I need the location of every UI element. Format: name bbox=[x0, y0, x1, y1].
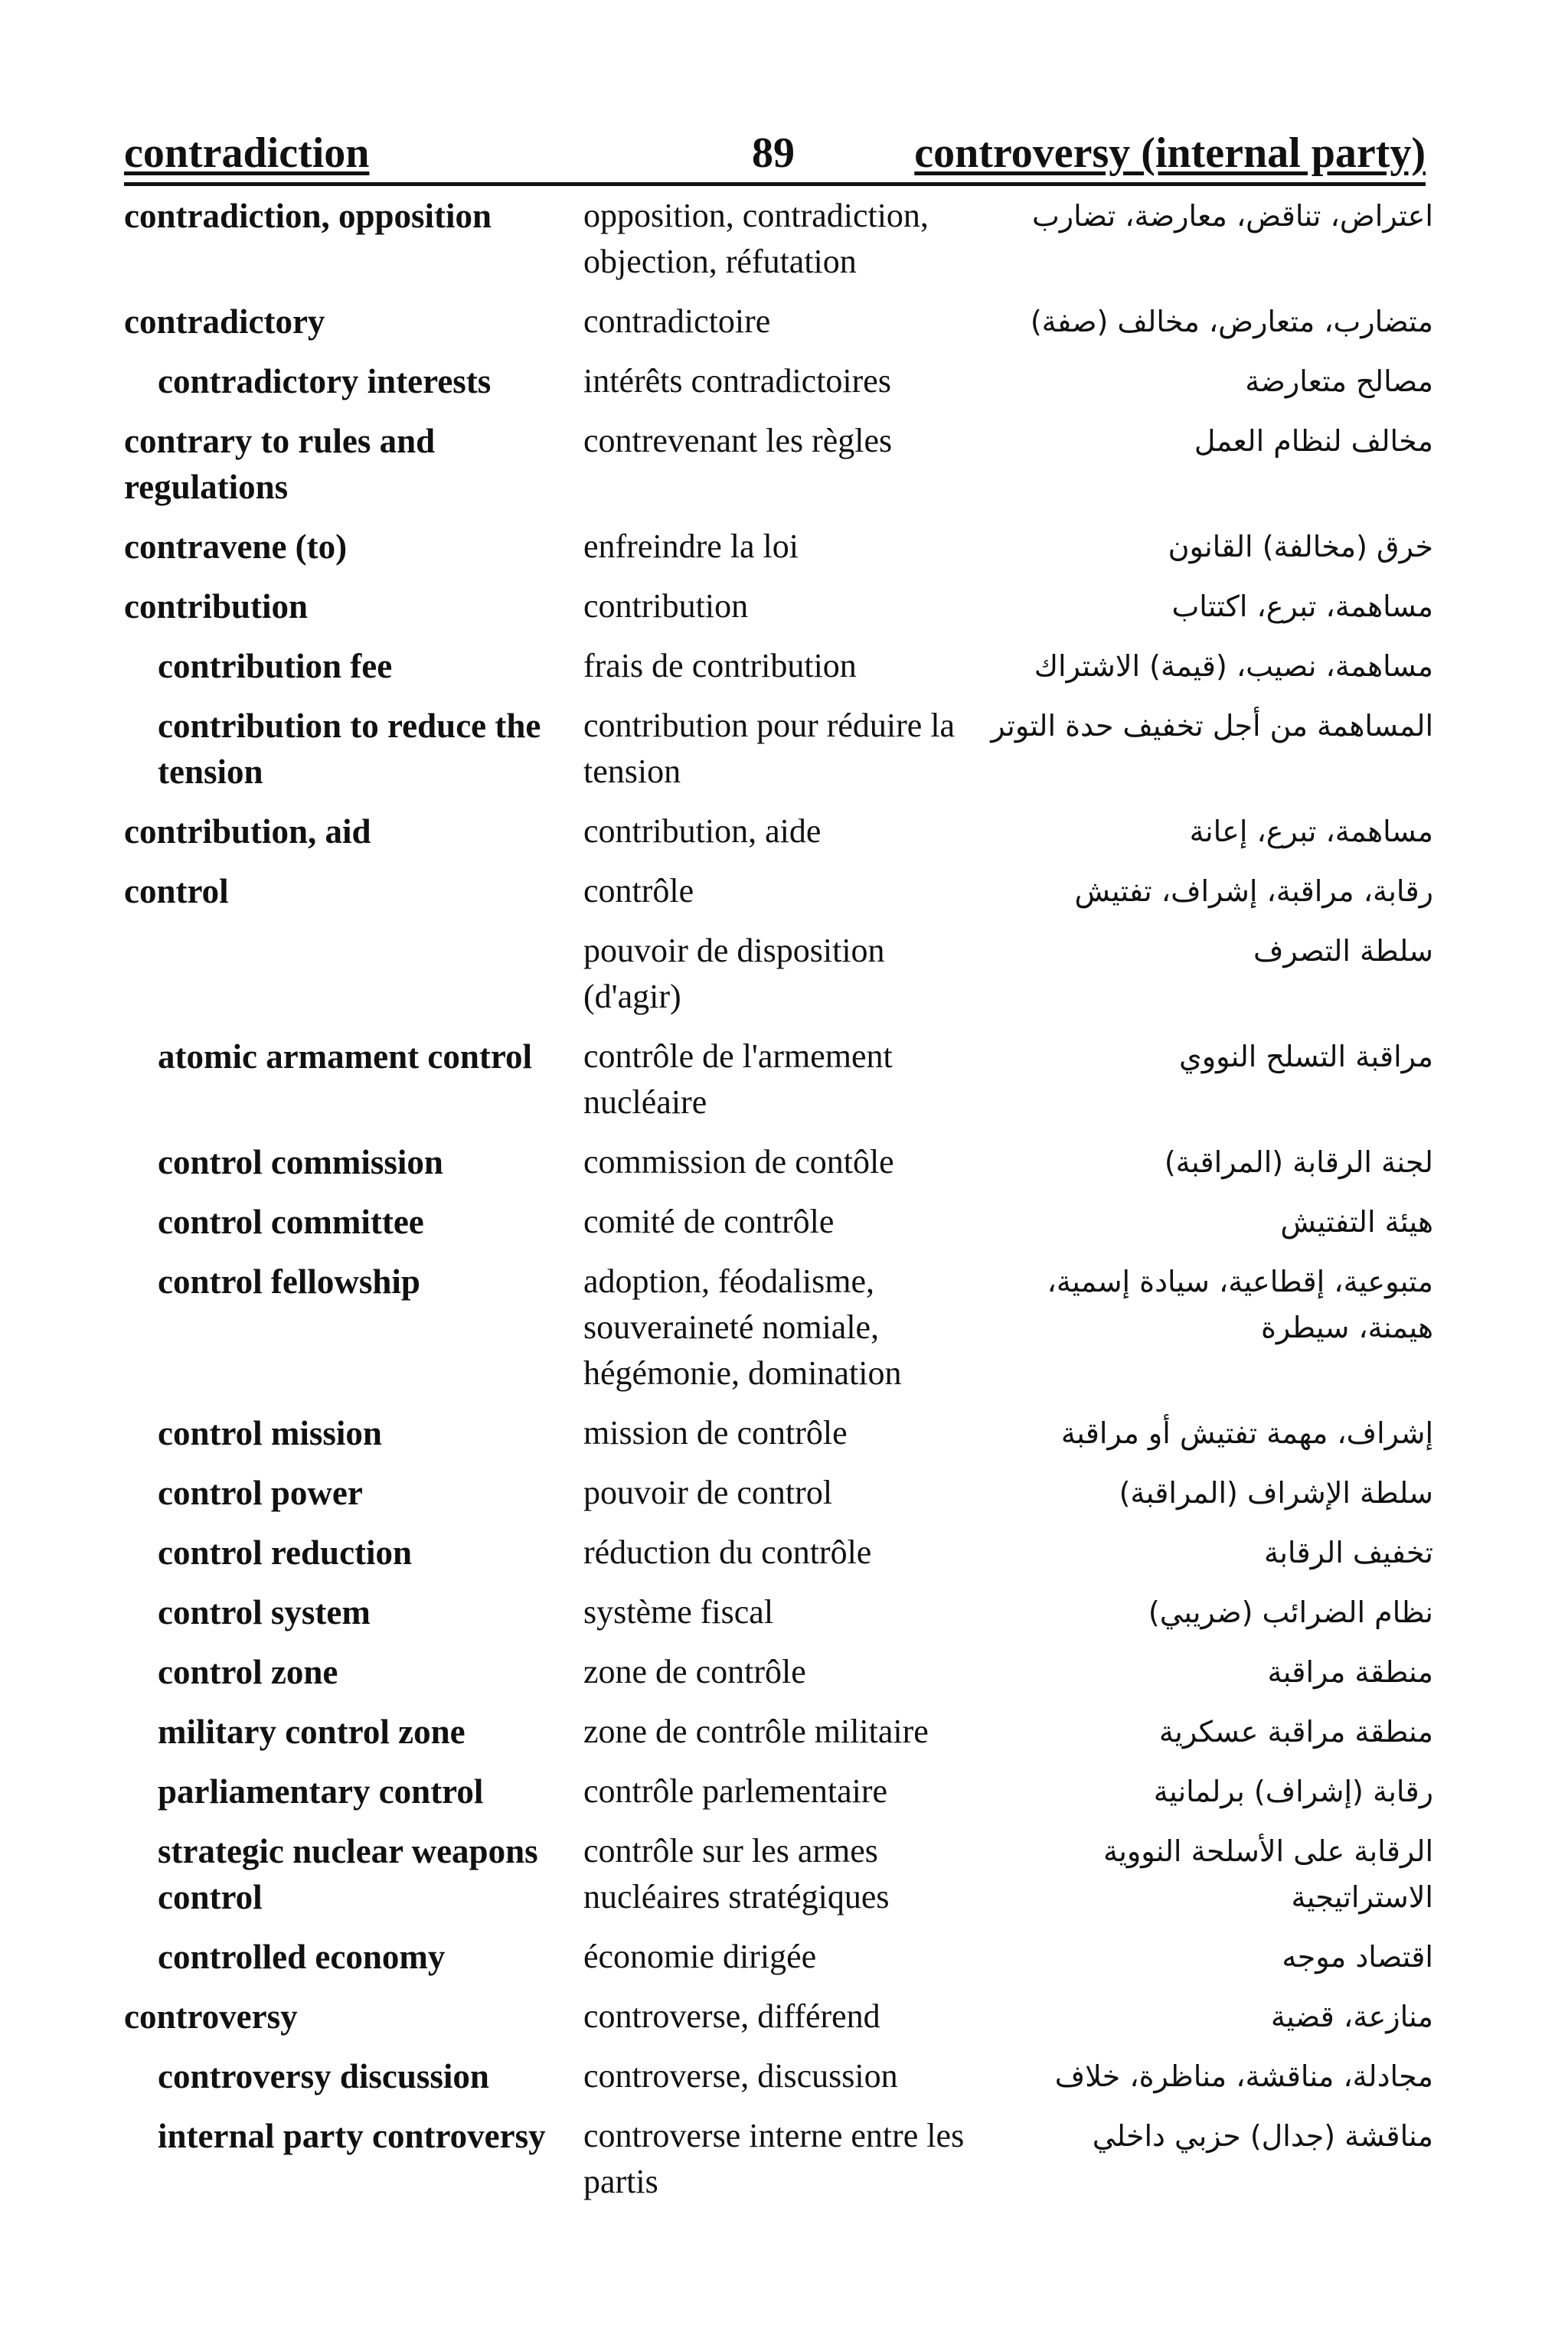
arabic-term: منطقة مراقبة bbox=[1267, 1655, 1433, 1689]
english-term: contribution fee bbox=[158, 647, 393, 685]
french-term: controverse, discussion bbox=[583, 2057, 898, 2095]
entry-row bbox=[124, 703, 1441, 795]
french-term: commission de contôle bbox=[583, 1143, 894, 1181]
english-term: control zone bbox=[158, 1653, 338, 1691]
arabic-term: مراقبة التسلح النووي bbox=[1179, 1040, 1433, 1073]
arabic-term: تخفيف الرقابة bbox=[1263, 1536, 1433, 1569]
english-term: military control zone bbox=[158, 1713, 466, 1751]
french-term: contrôle sur les armes nucléaires stratégiques bbox=[583, 1832, 890, 1916]
entry-row bbox=[124, 1410, 1441, 1456]
arabic-term: متضارب، متعارض، مخالف (صفة) bbox=[1030, 305, 1433, 338]
arabic-term: سلطة التصرف bbox=[1253, 934, 1433, 968]
entry-row bbox=[124, 1470, 1441, 1516]
french-term: contrôle parlementaire bbox=[583, 1772, 888, 1810]
entry-row bbox=[124, 1994, 1441, 2040]
arabic-term: مصالح متعارضة bbox=[1245, 364, 1433, 398]
page-number: 89 bbox=[752, 129, 795, 177]
header-last-entry: controversy (internal party) bbox=[914, 129, 1426, 177]
entry-row bbox=[124, 1769, 1441, 1814]
arabic-term: خرق (مخالفة) القانون bbox=[1168, 530, 1433, 563]
arabic-term: مساهمة، تبرع، إعانة bbox=[1189, 815, 1433, 848]
french-term: contribution, aide bbox=[583, 812, 822, 850]
french-term: pouvoir de disposition (d'agir) bbox=[583, 932, 885, 1015]
french-term: contrevenant les règles bbox=[583, 422, 893, 459]
entry-row bbox=[124, 1259, 1441, 1396]
french-term: pouvoir de control bbox=[583, 1474, 833, 1511]
entry-row bbox=[124, 1139, 1441, 1185]
english-term: control system bbox=[158, 1593, 371, 1631]
entry-row bbox=[124, 1934, 1441, 1980]
english-term: controversy discussion bbox=[158, 2057, 489, 2095]
entry-row bbox=[124, 1828, 1441, 1920]
french-term: controverse, différend bbox=[583, 1997, 880, 2035]
arabic-term: منطقة مراقبة عسكرية bbox=[1158, 1715, 1433, 1749]
arabic-term: اعتراض، تناقض، معارضة، تضارب bbox=[1031, 199, 1433, 233]
english-term: contribution to reduce the tension bbox=[158, 707, 541, 791]
french-term: mission de contrôle bbox=[583, 1414, 848, 1452]
arabic-term: رقابة (إشراف) برلمانية bbox=[1153, 1775, 1433, 1808]
entry-row bbox=[124, 928, 1441, 1020]
entry-row bbox=[124, 1709, 1441, 1755]
arabic-term: لجنة الرقابة (المراقبة) bbox=[1164, 1145, 1433, 1179]
arabic-term: مجادلة، مناقشة، مناظرة، خلاف bbox=[1054, 2059, 1433, 2093]
english-term: contrary to rules and regulations bbox=[124, 422, 436, 506]
french-term: frais de contribution bbox=[583, 647, 857, 684]
french-term: opposition, contradiction, objection, réfutation bbox=[583, 197, 929, 280]
entry-row bbox=[124, 2113, 1441, 2205]
french-term: zone de contrôle militaire bbox=[583, 1713, 929, 1750]
english-term: control fellowship bbox=[158, 1262, 420, 1301]
french-term: réduction du contrôle bbox=[583, 1533, 872, 1571]
entry-row bbox=[124, 418, 1441, 510]
arabic-term: هيئة التفتيش bbox=[1280, 1205, 1433, 1239]
entry-row bbox=[124, 193, 1441, 285]
french-term: contribution bbox=[583, 587, 749, 625]
english-term: atomic armament control bbox=[158, 1037, 533, 1076]
arabic-term: مناقشة (جدال) حزبي داخلي bbox=[1092, 2119, 1433, 2153]
arabic-term: مساهمة، نصيب، (قيمة) الاشتراك bbox=[1034, 649, 1433, 683]
arabic-term: مساهمة، تبرع، اكتتاب bbox=[1171, 590, 1433, 623]
arabic-term: سلطة الإشراف (المراقبة) bbox=[1119, 1476, 1433, 1510]
french-term: adoption, féodalisme, souveraineté nomiale, hégémonie, domination bbox=[583, 1262, 902, 1392]
english-term: parliamentary control bbox=[158, 1772, 484, 1811]
entry-row bbox=[124, 2053, 1441, 2099]
english-term: control committee bbox=[158, 1203, 424, 1241]
french-term: contribution pour réduire la tension bbox=[583, 707, 956, 790]
french-term: système fiscal bbox=[583, 1593, 774, 1631]
entry-row bbox=[124, 868, 1441, 914]
english-term: controversy bbox=[124, 1997, 298, 2036]
french-term: controverse interne entre les partis bbox=[583, 2117, 965, 2200]
english-term: controlled economy bbox=[158, 1938, 446, 1976]
entry-row bbox=[124, 583, 1441, 629]
entry-row bbox=[124, 643, 1441, 689]
english-term: control reduction bbox=[158, 1533, 413, 1572]
french-term: comité de contrôle bbox=[583, 1203, 835, 1240]
entry-row bbox=[124, 1199, 1441, 1245]
english-term: contradiction, opposition bbox=[124, 197, 492, 235]
entry-row bbox=[124, 1649, 1441, 1695]
french-term: contrôle bbox=[583, 872, 694, 910]
french-term: contradictoire bbox=[583, 302, 771, 340]
page-header bbox=[124, 129, 1426, 186]
entry-row bbox=[124, 1589, 1441, 1635]
arabic-term: منازعة، قضية bbox=[1270, 2000, 1433, 2033]
english-term bbox=[124, 928, 568, 1020]
english-term: contribution bbox=[124, 587, 309, 625]
english-term: internal party controversy bbox=[158, 2117, 546, 2155]
entry-row bbox=[124, 358, 1441, 404]
entry-row bbox=[124, 1034, 1441, 1125]
arabic-term: اقتصاد موجه bbox=[1282, 1940, 1433, 1974]
arabic-term: نظام الضرائب (ضريبي) bbox=[1148, 1595, 1433, 1629]
french-term: économie dirigée bbox=[583, 1938, 817, 1975]
english-term: contribution, aid bbox=[124, 812, 371, 851]
english-term: contradictory interests bbox=[158, 362, 492, 400]
arabic-term: إشراف، مهمة تفتيش أو مراقبة bbox=[1060, 1416, 1433, 1450]
french-term: intérêts contradictoires bbox=[583, 362, 891, 400]
english-term: control mission bbox=[158, 1414, 382, 1452]
arabic-term: متبوعية، إقطاعية، سيادة إسمية، هيمنة، سيطرة bbox=[1047, 1265, 1433, 1344]
english-term: strategic nuclear weapons control bbox=[158, 1832, 538, 1916]
arabic-term: المساهمة من أجل تخفيف حدة التوتر bbox=[991, 709, 1433, 743]
arabic-term: الرقابة على الأسلحة النووية الاستراتيجية bbox=[1102, 1834, 1433, 1914]
entry-row bbox=[124, 524, 1441, 570]
french-term: zone de contrôle bbox=[583, 1653, 806, 1690]
entry-row bbox=[124, 808, 1441, 854]
french-term: enfreindre la loi bbox=[583, 527, 799, 565]
english-term: control bbox=[124, 872, 229, 910]
english-term: contradictory bbox=[124, 302, 325, 341]
english-term: control commission bbox=[158, 1143, 443, 1181]
header-first-entry: contradiction bbox=[124, 129, 370, 177]
entries-list bbox=[124, 193, 1441, 2219]
english-term: control power bbox=[158, 1474, 363, 1512]
english-term: contravene (to) bbox=[124, 527, 348, 566]
arabic-term: رقابة، مراقبة، إشراف، تفتيش bbox=[1074, 874, 1433, 908]
entry-row bbox=[124, 1530, 1441, 1576]
arabic-term: مخالف لنظام العمل bbox=[1194, 424, 1433, 458]
french-term: contrôle de l'armement nucléaire bbox=[583, 1037, 893, 1121]
entry-row bbox=[124, 299, 1441, 345]
